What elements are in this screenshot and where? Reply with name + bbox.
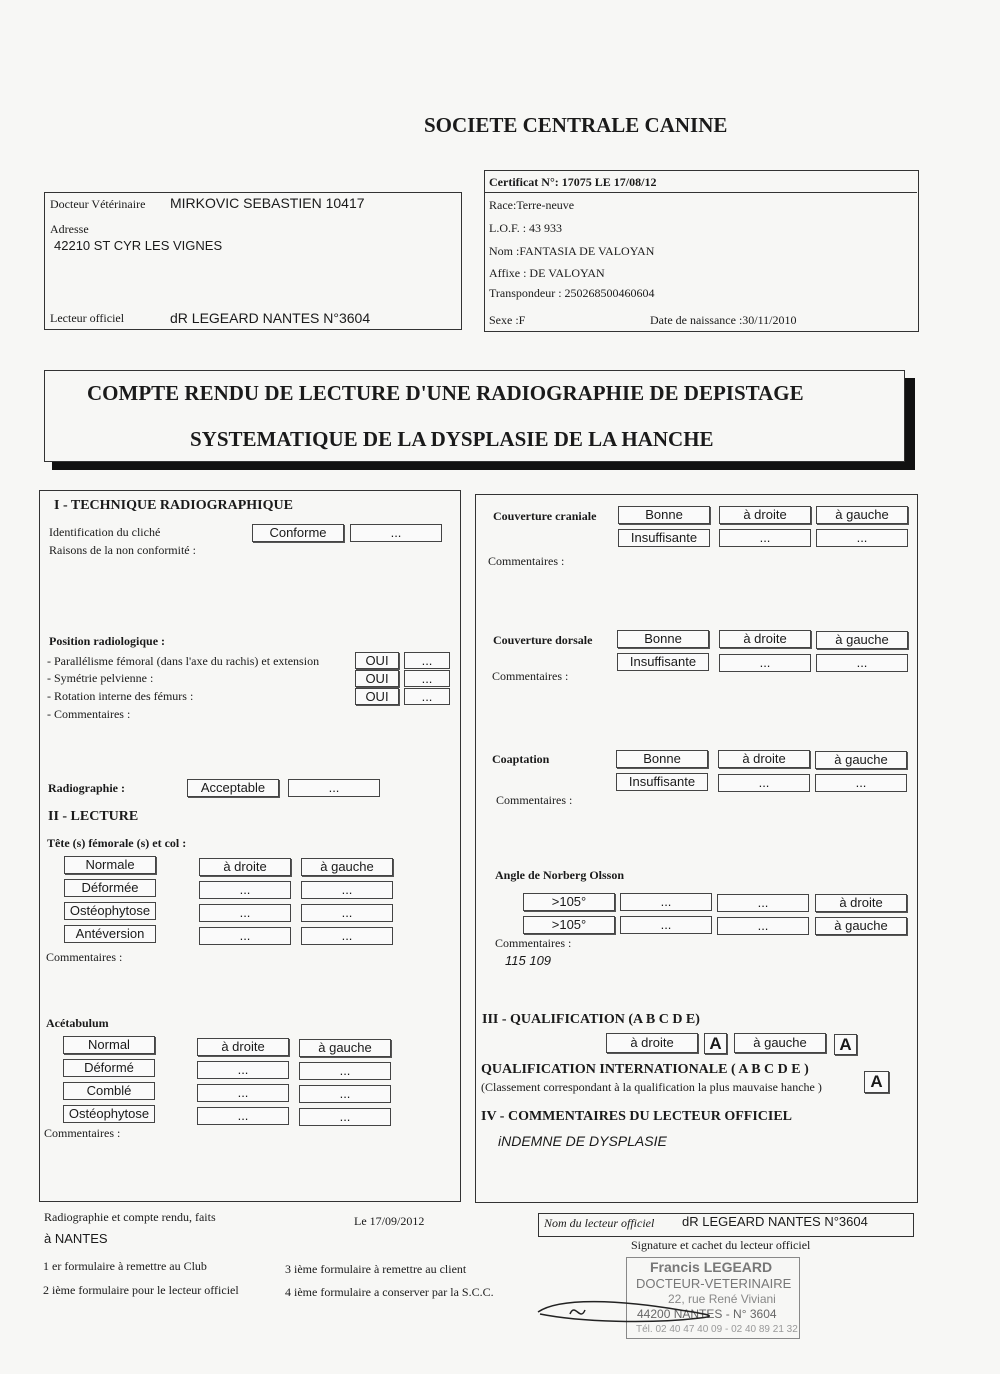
craniale-commentaires-label: Commentaires :	[488, 554, 565, 568]
cert-title-rule	[484, 192, 917, 193]
dorsale-insuffisante-gauche[interactable]: ...	[816, 654, 908, 672]
radiographie-other-option[interactable]: ...	[288, 779, 380, 797]
technique-heading: I - TECHNIQUE RADIOGRAPHIQUE	[54, 498, 293, 513]
coaptation-label: Coaptation	[492, 752, 550, 766]
lecteur-label: Lecteur officiel	[50, 311, 125, 325]
qualif-gauche-label[interactable]: à gauche	[734, 1033, 826, 1053]
formulaire-2: 2 ième formulaire pour le lecteur officiel	[43, 1283, 239, 1297]
commentaire-lecteur-value: iNDEMNE DE DYSPLASIE	[498, 1133, 667, 1149]
dorsale-insuffisante-droite[interactable]: ...	[719, 654, 811, 672]
norberg-gauche-option-3[interactable]: ...	[717, 917, 809, 935]
tete-anteversion-droite[interactable]: ...	[199, 927, 291, 945]
qualification-internationale-heading: QUALIFICATION INTERNATIONALE ( A B C D E )	[481, 1062, 809, 1077]
symetrie-other[interactable]: ...	[404, 670, 450, 687]
coaptation-commentaires-label: Commentaires :	[496, 793, 573, 807]
rotation-oui[interactable]: OUI	[355, 688, 399, 705]
tete-anteversion-gauche[interactable]: ...	[301, 927, 393, 945]
conforme-option[interactable]: Conforme	[252, 524, 344, 542]
cert-transpondeur: Transpondeur : 250268500460604	[489, 286, 655, 300]
tete-normale-droite[interactable]: à droite	[199, 858, 291, 876]
craniale-bonne-droite[interactable]: à droite	[719, 506, 811, 524]
acetabulum-comble-gauche[interactable]: ...	[299, 1085, 391, 1103]
cert-race: Race:Terre-neuve	[489, 198, 575, 212]
dorsale-bonne[interactable]: Bonne	[617, 630, 709, 648]
coaptation-insuffisante-droite[interactable]: ...	[718, 774, 810, 792]
craniale-insuffisante-gauche[interactable]: ...	[816, 529, 908, 547]
formulaire-1: 1 er formulaire à remettre au Club	[43, 1259, 207, 1273]
couverture-dorsale-label: Couverture dorsale	[493, 633, 593, 647]
adresse-label: Adresse	[50, 222, 89, 236]
rotation-other[interactable]: ...	[404, 688, 450, 705]
acetabulum-deforme-gauche[interactable]: ...	[299, 1062, 391, 1080]
docteur-value: MIRKOVIC SEBASTIEN 10417	[170, 195, 365, 211]
banner-line1: COMPTE RENDU DE LECTURE D'UNE RADIOGRAPHIE DE DEPISTAGE	[87, 381, 804, 405]
tete-commentaires-label: Commentaires :	[46, 950, 123, 964]
identification-other-option[interactable]: ...	[350, 524, 442, 542]
tete-normale-gauche[interactable]: à gauche	[301, 858, 393, 876]
cert-nom: Nom :FANTASIA DE VALOYAN	[489, 244, 655, 258]
craniale-insuffisante[interactable]: Insuffisante	[618, 529, 710, 547]
tete-anteversion[interactable]: Antéversion	[64, 925, 156, 943]
page-title: SOCIETE CENTRALE CANINE	[424, 113, 728, 137]
coaptation-bonne[interactable]: Bonne	[616, 750, 708, 768]
norberg-droite-option-3[interactable]: ...	[717, 894, 809, 912]
date-value: Le 17/09/2012	[354, 1214, 425, 1228]
position-commentaires-label: - Commentaires :	[47, 707, 131, 721]
coaptation-bonne-droite[interactable]: à droite	[718, 750, 810, 768]
rotation-label: - Rotation interne des fémurs :	[47, 689, 194, 703]
norberg-droite-label[interactable]: à droite	[815, 894, 907, 912]
parallelisme-other[interactable]: ...	[404, 652, 450, 669]
norberg-label: Angle de Norberg Olsson	[495, 868, 624, 882]
tete-deformee[interactable]: Déformée	[64, 879, 156, 897]
dorsale-insuffisante[interactable]: Insuffisante	[617, 653, 709, 671]
cert-naissance: Date de naissance :30/11/2010	[650, 313, 797, 327]
dorsale-bonne-gauche[interactable]: à gauche	[816, 631, 908, 649]
parallelisme-oui[interactable]: OUI	[355, 652, 399, 669]
acetabulum-label: Acétabulum	[46, 1016, 109, 1030]
acetabulum-commentaires-label: Commentaires :	[44, 1126, 121, 1140]
acetabulum-osteophytose[interactable]: Ostéophytose	[63, 1105, 155, 1123]
cert-affixe: Affixe : DE VALOYAN	[489, 266, 605, 280]
stamp-title: DOCTEUR-VETERINAIRE	[636, 1276, 792, 1291]
classement-note: (Classement correspondant à la qualification la plus mauvaise hanche )	[481, 1080, 822, 1094]
acetabulum-comble-droite[interactable]: ...	[197, 1084, 289, 1102]
signature-label: Signature et cachet du lecteur officiel	[631, 1238, 811, 1252]
qualif-droite-grade[interactable]: A	[704, 1033, 727, 1054]
norberg-droite-value[interactable]: >105°	[523, 893, 615, 911]
coaptation-bonne-gauche[interactable]: à gauche	[815, 751, 907, 769]
tete-osteophytose-gauche[interactable]: ...	[301, 904, 393, 922]
nom-lecteur-label: Nom du lecteur officiel	[544, 1216, 655, 1230]
stamp-name: Francis LEGEARD	[650, 1259, 773, 1275]
commentaires-lecteur-heading: IV - COMMENTAIRES DU LECTEUR OFFICIEL	[481, 1109, 793, 1124]
lecture-heading: II - LECTURE	[48, 809, 139, 824]
acetabulum-normal[interactable]: Normal	[63, 1036, 155, 1054]
qualif-droite-label[interactable]: à droite	[606, 1033, 698, 1053]
craniale-insuffisante-droite[interactable]: ...	[719, 529, 811, 547]
symetrie-oui[interactable]: OUI	[355, 670, 399, 687]
signature-scribble	[530, 1292, 730, 1332]
acceptable-option[interactable]: Acceptable	[187, 779, 279, 797]
dorsale-commentaires-label: Commentaires :	[492, 669, 569, 683]
symetrie-label: - Symétrie pelvienne :	[47, 671, 154, 685]
qualification-heading: III - QUALIFICATION (A B C D E)	[482, 1012, 700, 1027]
cert-lof: L.O.F. : 43 933	[489, 221, 563, 235]
qualif-gauche-grade[interactable]: A	[834, 1034, 857, 1055]
position-label: Position radiologique :	[49, 634, 166, 648]
stamp-tel: Tél. 02 40 47 40 09 - 02 40 89 21 32	[636, 1324, 798, 1335]
stamp-city: 44200 NANTES - N° 3604	[637, 1307, 777, 1321]
parallelisme-label: - Parallélisme fémoral (dans l'axe du rachis) et extension	[47, 654, 320, 668]
stamp-street: 22, rue René Viviani	[668, 1292, 776, 1306]
identification-label: Identification du cliché	[49, 525, 161, 539]
dorsale-bonne-droite[interactable]: à droite	[719, 630, 811, 648]
cert-sexe: Sexe :F	[489, 313, 526, 327]
norberg-gauche-option-2[interactable]: ...	[620, 916, 712, 934]
coaptation-insuffisante[interactable]: Insuffisante	[616, 773, 708, 791]
acetabulum-osteophytose-gauche[interactable]: ...	[299, 1108, 391, 1126]
craniale-bonne[interactable]: Bonne	[618, 506, 710, 524]
acetabulum-normal-gauche[interactable]: à gauche	[299, 1039, 391, 1057]
couverture-craniale-label: Couverture craniale	[493, 509, 597, 523]
norberg-gauche-value[interactable]: >105°	[523, 916, 615, 934]
tete-deformee-droite[interactable]: ...	[199, 881, 291, 899]
norberg-droite-option-2[interactable]: ...	[620, 893, 712, 911]
acetabulum-deforme[interactable]: Déformé	[63, 1059, 155, 1077]
norberg-values: 115 109	[505, 953, 552, 968]
lieu-value: à NANTES	[44, 1231, 108, 1246]
nom-lecteur-value: dR LEGEARD NANTES N°3604	[682, 1214, 868, 1229]
raisons-label: Raisons de la non conformité :	[49, 543, 196, 557]
cert-title: Certificat N°: 17075 LE 17/08/12	[489, 175, 657, 189]
banner-line2: SYSTEMATIQUE DE LA DYSPLASIE DE LA HANCHE	[190, 427, 714, 451]
acetabulum-osteophytose-droite[interactable]: ...	[197, 1107, 289, 1125]
radiographie-label: Radiographie :	[48, 781, 126, 795]
acetabulum-normal-droite[interactable]: à droite	[197, 1038, 289, 1056]
tete-osteophytose-droite[interactable]: ...	[199, 904, 291, 922]
radio-faits-label: Radiographie et compte rendu, faits	[44, 1210, 216, 1224]
tete-deformee-gauche[interactable]: ...	[301, 881, 393, 899]
tete-label: Tête (s) fémorale (s) et col :	[47, 836, 187, 850]
acetabulum-deforme-droite[interactable]: ...	[197, 1061, 289, 1079]
docteur-label: Docteur Vétérinaire	[50, 197, 146, 211]
acetabulum-comble[interactable]: Comblé	[63, 1082, 155, 1100]
craniale-bonne-gauche[interactable]: à gauche	[816, 506, 908, 524]
formulaire-3: 3 ième formulaire à remettre au client	[285, 1262, 467, 1276]
lecteur-value: dR LEGEARD NANTES N°3604	[170, 310, 371, 326]
right-panel	[475, 494, 918, 1203]
formulaire-4: 4 ième formulaire a conserver par la S.C.C.	[285, 1285, 494, 1299]
qualif-internationale-grade[interactable]: A	[864, 1071, 889, 1093]
tete-osteophytose[interactable]: Ostéophytose	[64, 902, 156, 920]
tete-normale[interactable]: Normale	[64, 856, 156, 874]
norberg-gauche-label[interactable]: à gauche	[815, 917, 907, 935]
adresse-value: 42210 ST CYR LES VIGNES	[54, 238, 223, 253]
coaptation-insuffisante-gauche[interactable]: ...	[815, 774, 907, 792]
norberg-commentaires-label: Commentaires :	[495, 936, 572, 950]
